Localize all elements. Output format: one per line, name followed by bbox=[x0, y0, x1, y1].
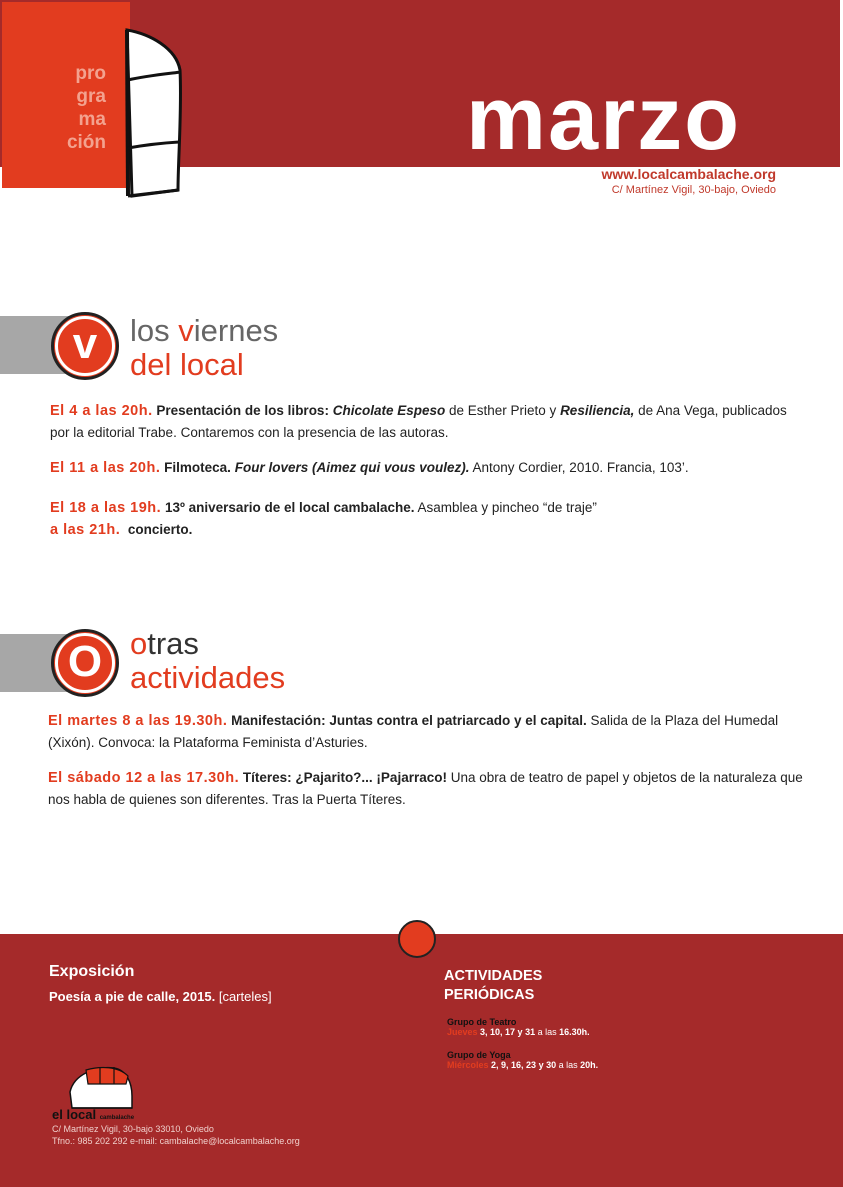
periodic-name: Grupo de Teatro bbox=[447, 1017, 517, 1027]
exposicion-title: Exposición bbox=[49, 963, 135, 980]
event-title: Títeres: ¿Pajarito?... ¡Pajarraco! bbox=[242, 770, 447, 785]
title-highlight: v bbox=[178, 313, 194, 348]
periodic-days: 2, 9, 16, 23 y 30 bbox=[488, 1060, 557, 1070]
brand-name: el local bbox=[52, 1107, 97, 1122]
event-text: Salida de la Plaza del Humedal (Xixón). Convoca: la Plataforma Feminista d’Asturies. bbox=[48, 713, 779, 750]
title-highlight: o bbox=[130, 626, 148, 661]
month-title: marzo bbox=[466, 69, 742, 169]
v-circle-icon: v bbox=[51, 312, 119, 380]
expo-name: Poesía a pie de calle, 2015. bbox=[49, 989, 216, 1004]
prog-line: ción bbox=[66, 132, 106, 153]
expo-note: [carteles] bbox=[215, 989, 272, 1004]
programacion-word bbox=[50, 62, 106, 154]
periodic-schedule bbox=[447, 1027, 590, 1037]
o-circle-icon: O bbox=[51, 629, 119, 697]
exposicion-desc bbox=[49, 989, 272, 1004]
footer-brand bbox=[52, 1107, 134, 1122]
event-item bbox=[48, 767, 808, 810]
periodic-schedule bbox=[447, 1060, 598, 1070]
brand-small: cambalache bbox=[99, 1115, 135, 1121]
periodic-at: a las bbox=[535, 1027, 560, 1037]
event-text: de Ana Vega, publicados por la editorial Trabe. Contaremos con la presencia de las autoras. bbox=[50, 403, 787, 440]
event-text: Una obra de teatro de papel y objetos de la naturaleza que nos habla de quienes son diferentes. Tras la Puerta Títeres. bbox=[48, 770, 803, 807]
event-title: 13º aniversario de el local cambalache. bbox=[164, 500, 415, 515]
event-book: Chicolate Espeso bbox=[332, 403, 446, 418]
periodic-name: Grupo de Yoga bbox=[447, 1050, 511, 1060]
title-text: iernes bbox=[193, 313, 279, 348]
footer-circle-icon bbox=[398, 920, 436, 958]
periodic-title bbox=[444, 967, 604, 1005]
event-text: Asamblea y pincheo “de traje” bbox=[414, 500, 597, 515]
event-item bbox=[48, 710, 808, 753]
section-title-viernes-line2: del local bbox=[130, 347, 244, 382]
footer-address: C/ Martínez Vigil, 30-bajo 33010, Oviedo bbox=[52, 1124, 214, 1134]
section-title-otras-line2: actividades bbox=[130, 660, 286, 695]
event-item bbox=[50, 457, 790, 479]
website-link[interactable]: www.localcambalache.org bbox=[601, 166, 776, 182]
section-title-viernes-line1 bbox=[130, 314, 278, 348]
event-title: concierto. bbox=[127, 522, 193, 537]
title-text: tras bbox=[147, 626, 199, 661]
periodic-weekday: Jueves bbox=[447, 1027, 478, 1037]
periodic-time: 16.30h. bbox=[559, 1027, 590, 1037]
event-date: El 18 a las 19h. bbox=[50, 500, 162, 516]
periodic-days: 3, 10, 17 y 31 bbox=[477, 1027, 536, 1037]
event-title: Filmoteca. bbox=[164, 460, 231, 475]
event-item bbox=[50, 400, 790, 443]
event-film: Four lovers (Aimez qui vous voulez). bbox=[234, 460, 470, 475]
prog-line: ma bbox=[78, 109, 106, 130]
periodic-item bbox=[447, 1017, 590, 1037]
event-book: Resiliencia, bbox=[560, 403, 635, 418]
event-title: Presentación de los libros: bbox=[156, 403, 329, 418]
title-text: los bbox=[130, 313, 179, 348]
header-address: C/ Martínez Vigil, 30-bajo, Oviedo bbox=[611, 184, 776, 196]
prog-line: gra bbox=[76, 86, 106, 107]
car-logo-icon bbox=[66, 1062, 136, 1110]
periodic-time: 20h. bbox=[580, 1060, 599, 1070]
periodic-item bbox=[447, 1050, 598, 1070]
event-date: El sábado 12 a las 17.30h. bbox=[48, 770, 240, 786]
event-item bbox=[50, 497, 790, 541]
event-text: de Esther Prieto y bbox=[445, 403, 561, 418]
section-title-otras-line1 bbox=[130, 627, 199, 661]
footer-phone-email: Tfno.: 985 202 292 e-mail: cambalache@localcambalache.org bbox=[52, 1136, 300, 1146]
event-title: Manifestación: Juntas contra el patriarcado y el capital. bbox=[231, 713, 587, 728]
periodic-title-line: PERIÓDICAS bbox=[444, 987, 535, 1003]
periodic-at: a las bbox=[556, 1060, 581, 1070]
prog-line: pro bbox=[75, 63, 106, 84]
event-text: Antony Cordier, 2010. Francia, 103’. bbox=[469, 460, 689, 475]
event-date: El 4 a las 20h. bbox=[50, 403, 153, 419]
event-date: El martes 8 a las 19.30h. bbox=[48, 713, 228, 729]
periodic-title-line: ACTIVIDADES bbox=[444, 968, 543, 984]
periodic-weekday: Miércoles bbox=[447, 1060, 489, 1070]
event-date: El 11 a las 20h. bbox=[50, 460, 161, 476]
event-date: a las 21h. bbox=[50, 522, 121, 538]
footer-contact bbox=[52, 1123, 300, 1147]
